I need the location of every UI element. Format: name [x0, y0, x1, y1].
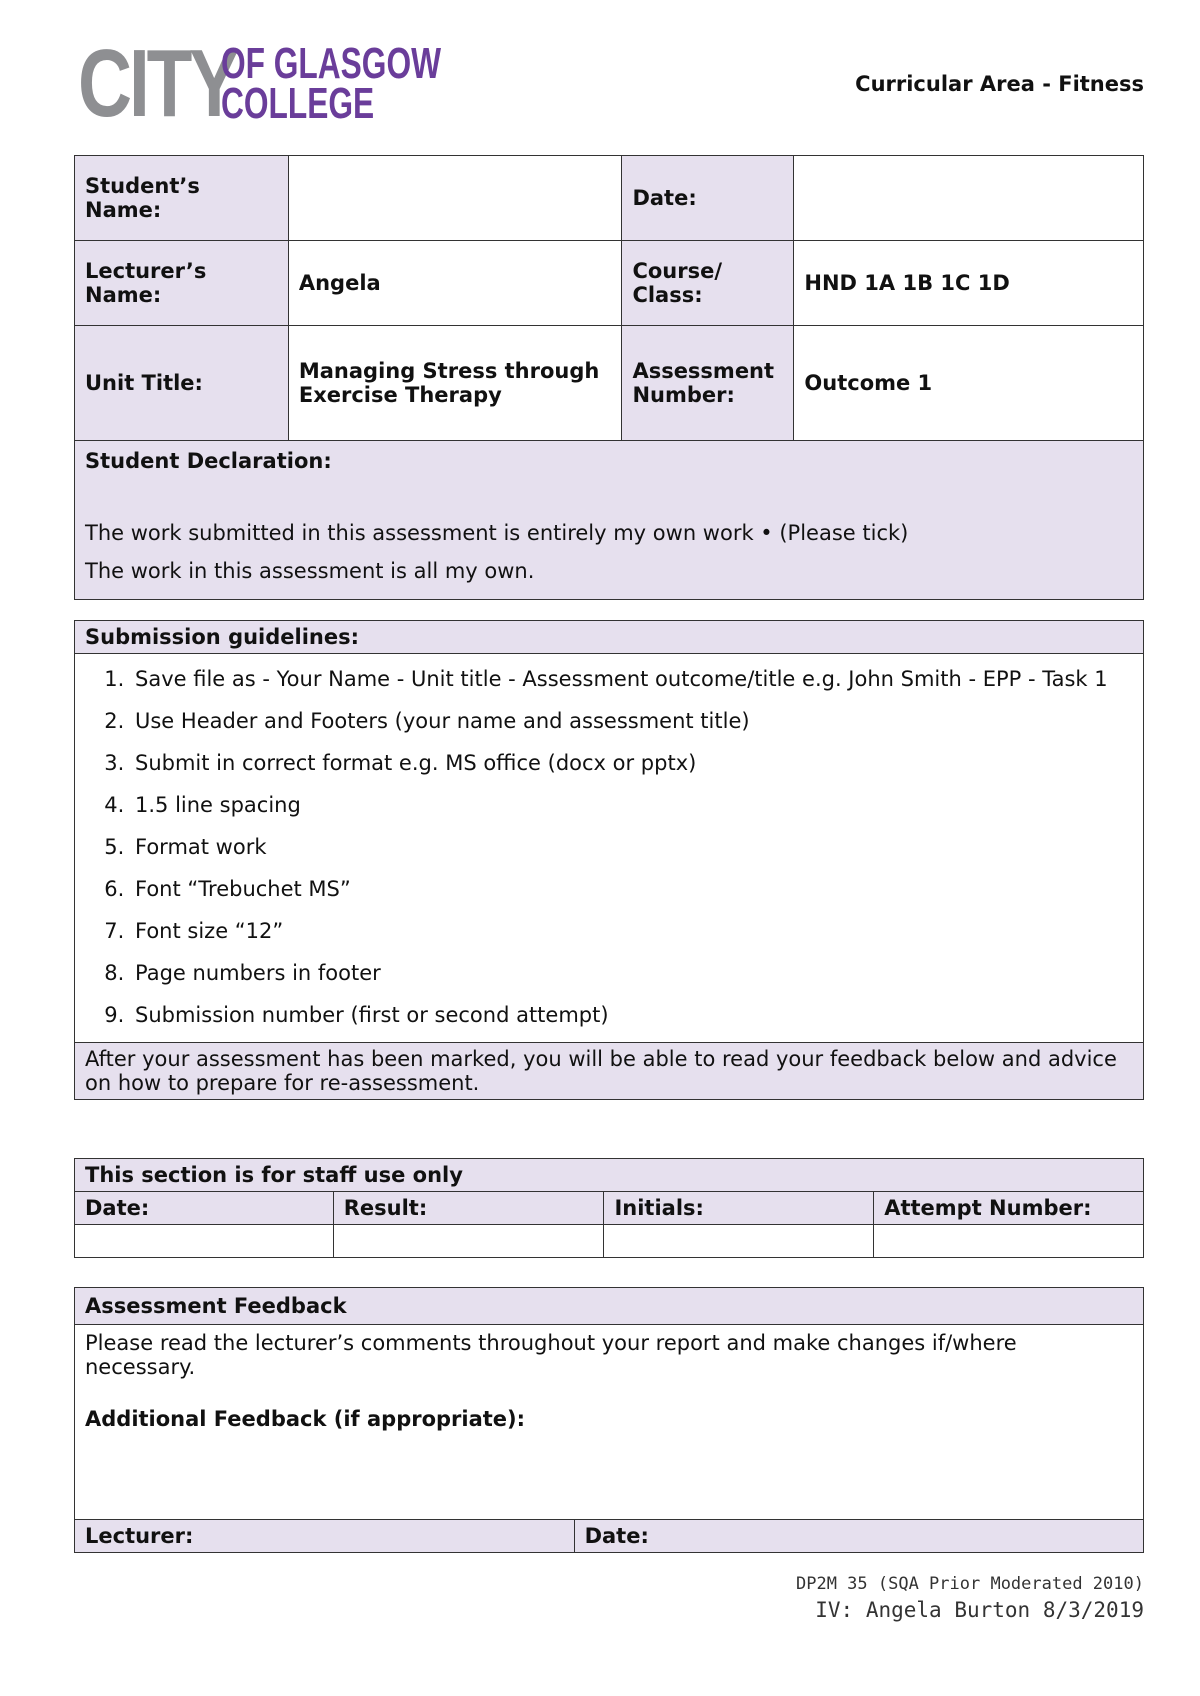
student-declaration — [75, 441, 1144, 600]
course-class-value: HND 1A 1B 1C 1D — [794, 241, 1144, 326]
guideline-item: 6. Font “Trebuchet MS” — [131, 868, 1133, 910]
staff-result-label: Result: — [333, 1192, 604, 1225]
course-class-label: Course/ Class: — [622, 241, 794, 326]
feedback-body[interactable] — [75, 1325, 1144, 1520]
logo-college: COLLEGE — [221, 79, 375, 128]
guideline-item: 3. Submit in correct format e.g. MS office (docx or pptx) — [131, 742, 1133, 784]
student-info-table — [74, 155, 1144, 600]
assessment-feedback-table — [74, 1287, 1144, 1553]
student-name-label: Student’s Name: — [75, 156, 289, 241]
feedback-lecturer-label: Lecturer: — [75, 1520, 575, 1553]
curricular-area: Curricular Area - Fitness — [855, 72, 1144, 96]
unit-title-label: Unit Title: — [75, 326, 289, 441]
staff-initials-label: Initials: — [604, 1192, 874, 1225]
logo-city: CITY — [78, 30, 237, 137]
after-marking-note: After your assessment has been marked, you will be able to read your feedback below and advice on how to prepare for re-assessment. — [75, 1043, 1144, 1100]
date-label: Date: — [622, 156, 794, 241]
declaration-line-2: The work in this assessment is all my own. — [85, 559, 535, 583]
footer-moderation-ref: DP2M 35 (SQA Prior Moderated 2010) — [796, 1574, 1144, 1594]
declaration-line-1[interactable]: The work submitted in this assessment is entirely my own work • (Please tick) — [85, 521, 909, 545]
guideline-item: 7. Font size “12” — [131, 910, 1133, 952]
guidelines-list — [85, 658, 1133, 1036]
staff-attempt-label: Attempt Number: — [874, 1192, 1144, 1225]
lecturer-name-label: Lecturer’s Name: — [75, 241, 289, 326]
guideline-item: 8. Page numbers in footer — [131, 952, 1133, 994]
date-field[interactable] — [794, 156, 1144, 241]
staff-date-field[interactable] — [75, 1225, 334, 1258]
guideline-item: 4. 1.5 line spacing — [131, 784, 1133, 826]
guideline-item: 9. Submission number (first or second attempt) — [131, 994, 1133, 1036]
unit-title-value: Managing Stress through Exercise Therapy — [288, 326, 622, 441]
staff-section-title: This section is for staff use only — [75, 1159, 1144, 1192]
assessment-number-label: Assessment Number: — [622, 326, 794, 441]
staff-result-field[interactable] — [333, 1225, 604, 1258]
assessment-number-value: Outcome 1 — [794, 326, 1144, 441]
staff-attempt-field[interactable] — [874, 1225, 1144, 1258]
feedback-title: Assessment Feedback — [75, 1288, 1144, 1325]
logo-of-glasgow: OF GLASGOW — [221, 39, 441, 88]
guideline-item: 1. Save file as - Your Name - Unit title - Assessment outcome/title e.g. John Smith - EPP - Task 1 — [131, 658, 1133, 700]
lecturer-name-value: Angela — [288, 241, 622, 326]
feedback-text: Please read the lecturer’s comments throughout your report and make changes if/where necessary. — [85, 1331, 1017, 1379]
feedback-date-label: Date: — [574, 1520, 1143, 1553]
guideline-item: 2. Use Header and Footers (your name and assessment title) — [131, 700, 1133, 742]
submission-guidelines-table — [74, 620, 1144, 1100]
submission-title: Submission guidelines: — [75, 621, 1144, 654]
declaration-title: Student Declaration: — [85, 449, 332, 473]
staff-initials-field[interactable] — [604, 1225, 874, 1258]
guideline-item: 5. Format work — [131, 826, 1133, 868]
college-logo — [78, 30, 441, 137]
student-name-field[interactable] — [288, 156, 622, 241]
staff-use-table — [74, 1158, 1144, 1258]
footer-iv-signoff: IV: Angela Burton 8/3/2019 — [815, 1598, 1144, 1622]
additional-feedback-label: Additional Feedback (if appropriate): — [85, 1407, 526, 1431]
staff-date-label: Date: — [75, 1192, 334, 1225]
